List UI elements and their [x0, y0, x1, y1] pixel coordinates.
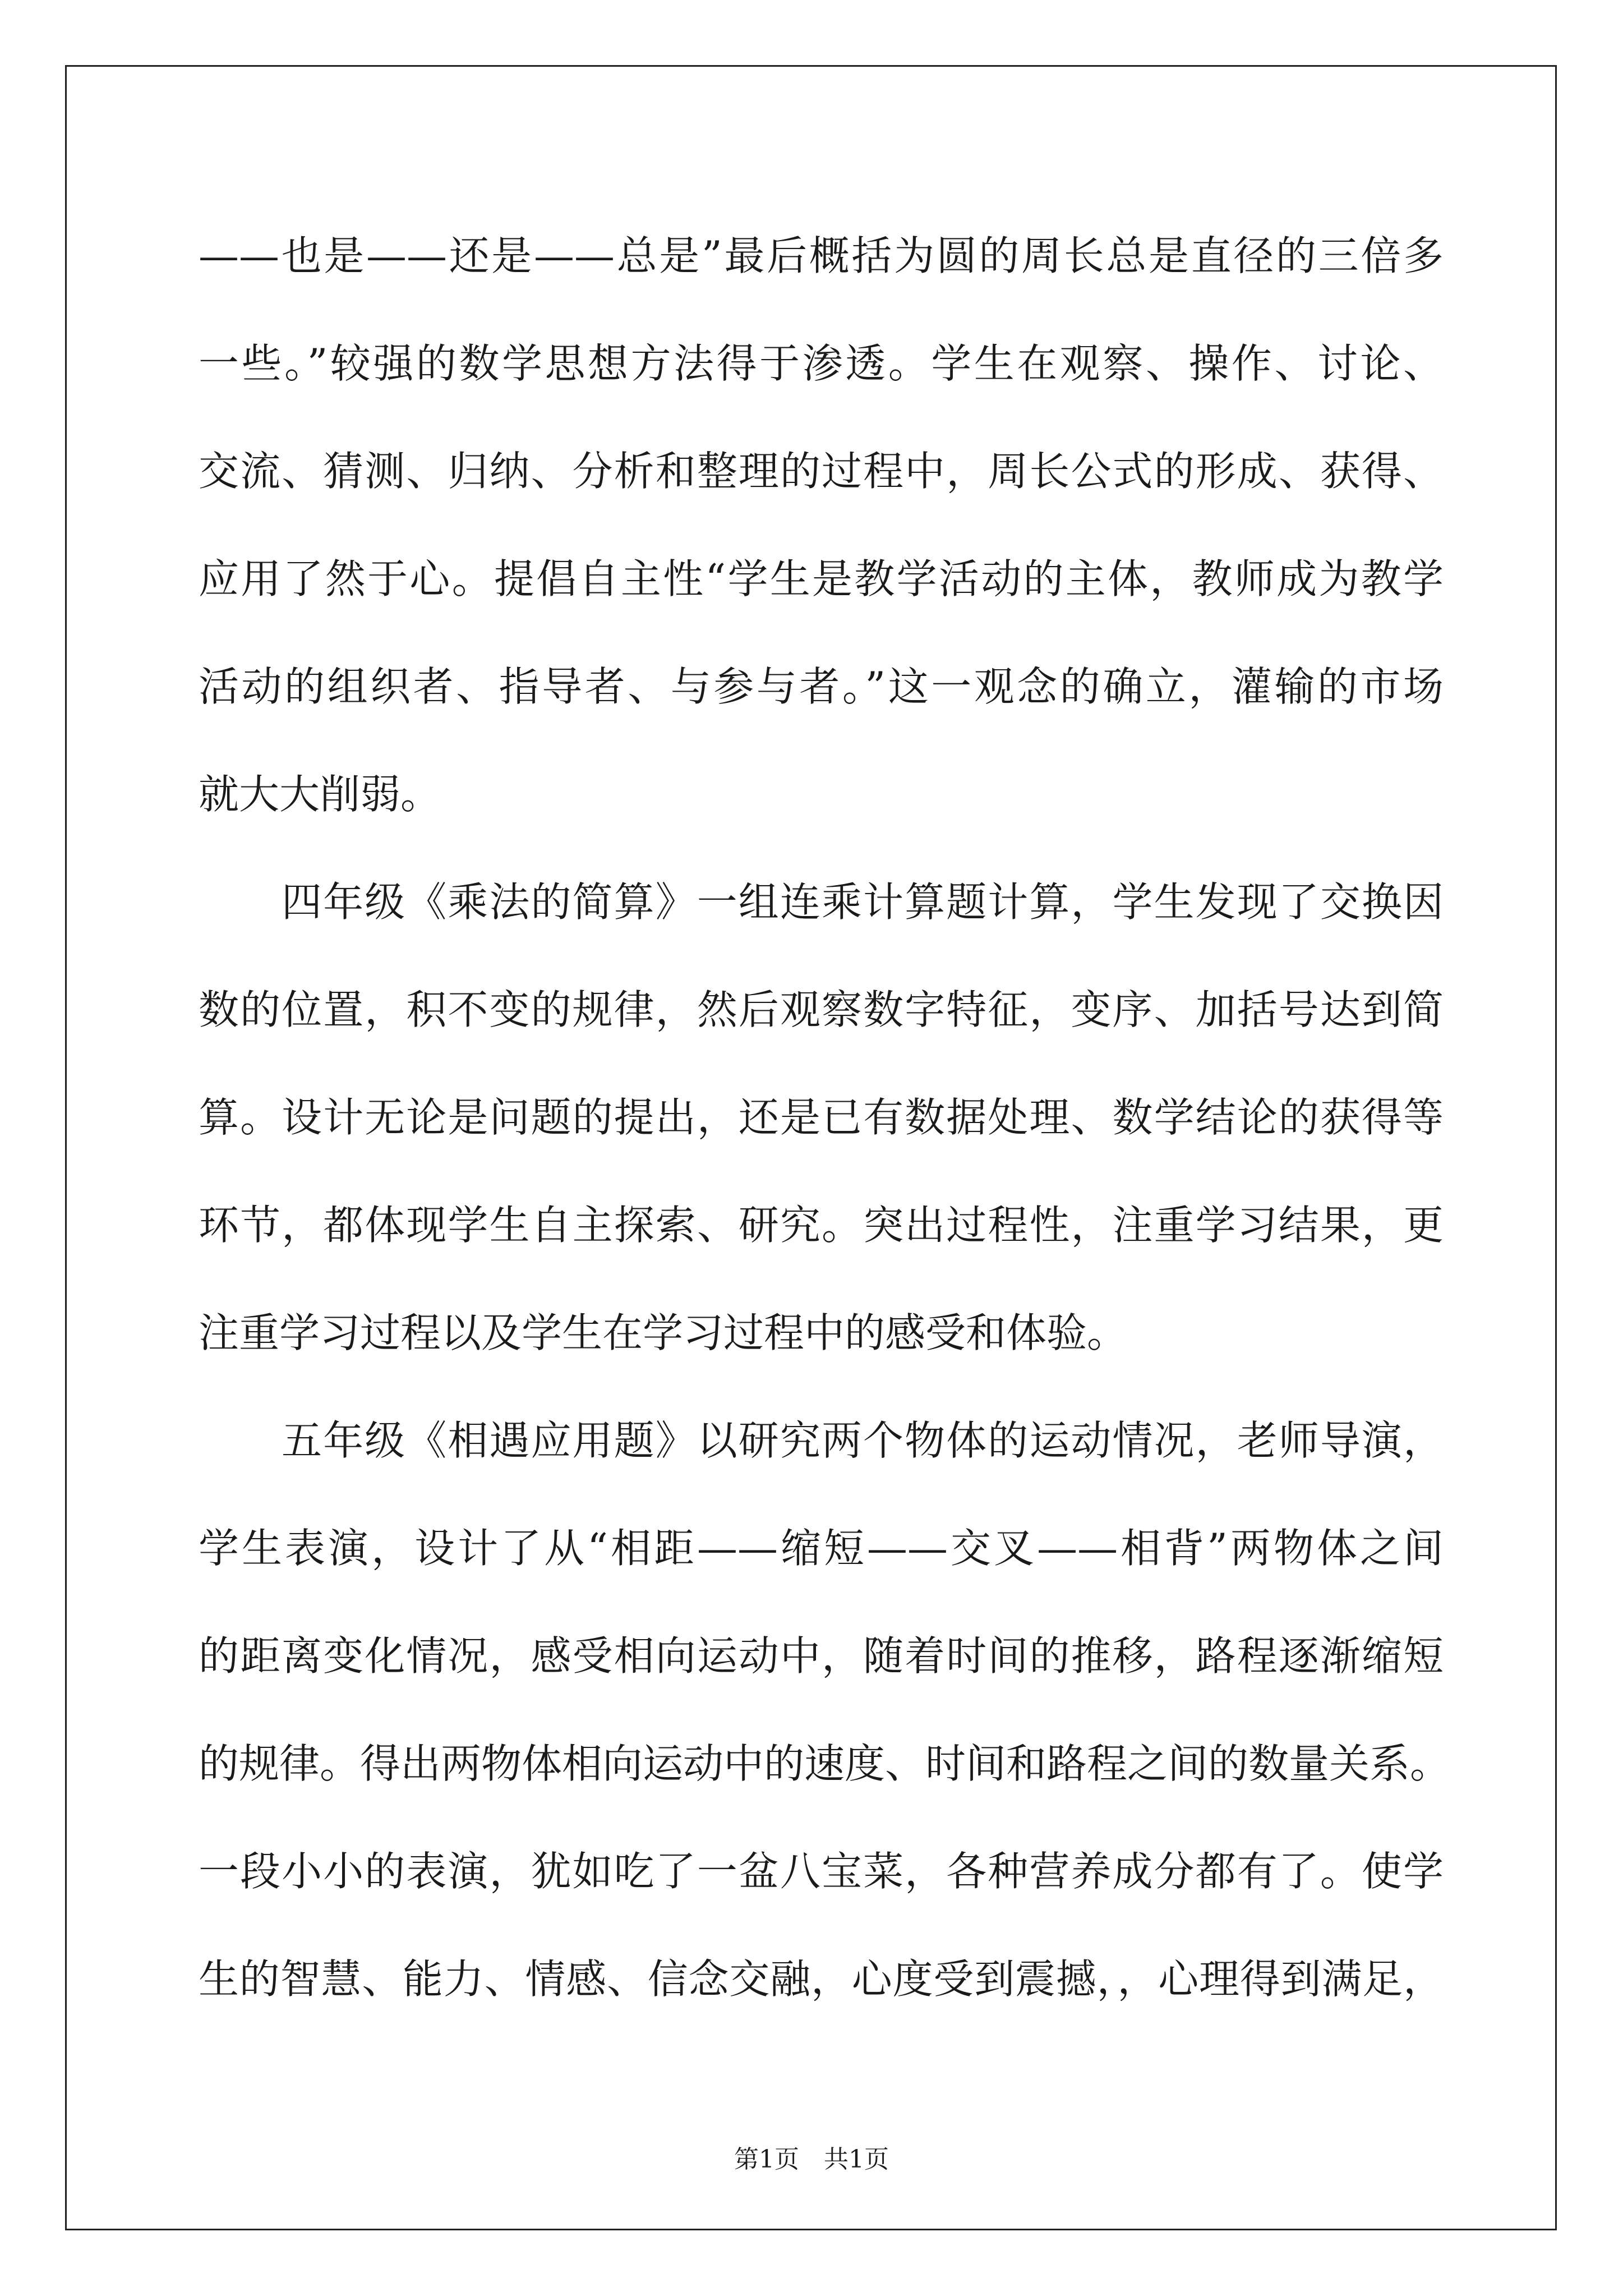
text-line: 交流、猜测、归纳、分析和整理的过程中，周长公式的形成、获得、 — [199, 448, 1444, 495]
text-line: 一段小小的表演，犹如吃了一盆八宝菜，各种营养成分都有了。使学 — [199, 1848, 1444, 1895]
text-line: ——也是——还是——总是”最后概括为圆的周长总是直径的三倍多 — [199, 232, 1444, 279]
text-line: 数的位置，积不变的规律，然后观察数字特征，变序、加括号达到简 — [199, 986, 1444, 1033]
text-line-paragraph-start: 四年级《乘法的简算》一组连乘计算题计算，学生发现了交换因 — [282, 878, 1444, 926]
text-line-paragraph-end: 就大大削弱。 — [199, 771, 441, 818]
page-total: 共1页 — [824, 2145, 889, 2174]
text-line: 生的智慧、能力、情感、信念交融，心度受到震撼，，心理得到满足， — [199, 1955, 1444, 2003]
text-line: 学生表演，设计了从“相距——缩短——交叉——相背”两物体之间 — [199, 1525, 1444, 1572]
text-line-paragraph-end: 注重学习过程以及学生在学习过程中的感受和体验。 — [199, 1309, 1128, 1356]
text-line: 的距离变化情况，感受相向运动中，随着时间的推移，路程逐渐缩短 — [199, 1632, 1444, 1680]
text-line: 算。设计无论是问题的提出，还是已有数据处理、数学结论的获得等 — [199, 1094, 1444, 1141]
text-line: 环节，都体现学生自主探索、研究。突出过程性，注重学习结果，更 — [199, 1202, 1444, 1249]
page-number: 第1页 — [734, 2145, 799, 2174]
text-line: 一些。”较强的数学思想方法得于渗透。学生在观察、操作、讨论、 — [199, 340, 1444, 387]
text-line-paragraph-start: 五年级《相遇应用题》以研究两个物体的运动情况，老师导演， — [282, 1417, 1444, 1464]
text-line: 应用了然于心。提倡自主性“学生是教学活动的主体，教师成为教学 — [199, 555, 1444, 602]
text-line: 的规律。得出两物体相向运动中的速度、时间和路程之间的数量关系。 — [199, 1740, 1451, 1787]
document-body — [199, 202, 1451, 2033]
page-footer — [0, 2143, 1623, 2177]
text-line: 活动的组织者、指导者、与参与者。”这一观念的确立，灌输的市场 — [199, 663, 1444, 710]
